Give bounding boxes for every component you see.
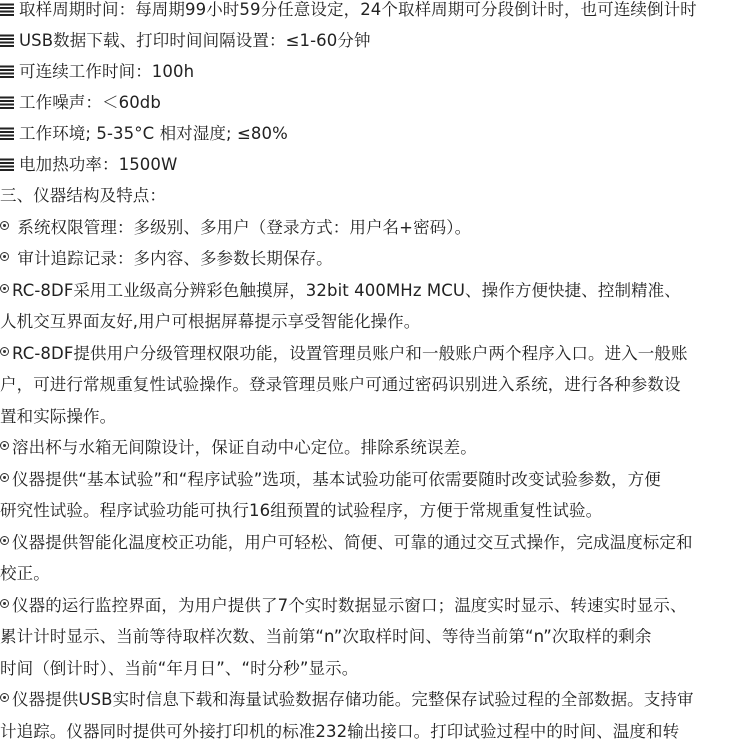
feature-text: RC-8DF提供用户分级管理权限功能，设置管理员账户和一般账户两个程序入口。进入一般账	[12, 344, 688, 363]
feature-text: 审计追踪记录：多内容、多参数长期保存。	[12, 249, 333, 268]
ring-bullet-icon	[0, 693, 9, 702]
feature-text: 系统权限管理：多级别、多用户（登录方式：用户名+密码）。	[12, 218, 472, 237]
ring-bullet-icon	[0, 221, 9, 230]
feature-line-6	[0, 464, 750, 495]
feature-line-2	[0, 243, 750, 274]
square-bullet-icon	[0, 95, 14, 109]
spec-text: USB数据下载、打印时间间隔设置：≤1-60分钟	[19, 31, 371, 50]
feature-line-3-cont: 人机交互界面友好,用户可根据屏幕提示享受智能化操作。	[0, 312, 421, 331]
ring-bullet-icon	[0, 473, 9, 482]
feature-line-4-cont2: 置和实际操作。	[0, 407, 117, 426]
spec-line-3	[0, 56, 750, 87]
feature-line-3	[0, 275, 750, 306]
spec-line-4	[0, 87, 750, 118]
feature-text: 溶出杯与水箱无间隙设计，保证自动中心定位。排除系统误差。	[12, 438, 477, 457]
spec-text: 工作噪声：＜60db	[19, 93, 161, 112]
feature-line-4	[0, 338, 750, 369]
feature-line-5	[0, 432, 750, 463]
square-bullet-icon	[0, 157, 14, 171]
feature-text: 仪器提供USB实时信息下载和海量试验数据存储功能。完整保存试验过程的全部数据。支持审	[12, 690, 694, 709]
square-bullet-icon	[0, 126, 14, 140]
ring-bullet-icon	[0, 284, 9, 293]
feature-text: 仪器的运行监控界面，为用户提供了7个实时数据显示窗口；温度实时显示、转速实时显示、	[12, 596, 687, 615]
spec-line-2	[0, 25, 750, 56]
spec-line-6	[0, 149, 750, 180]
feature-line-8	[0, 590, 750, 621]
spec-text: 可连续工作时间：100h	[19, 62, 195, 81]
ring-bullet-icon	[0, 347, 9, 356]
ring-bullet-icon	[0, 599, 9, 608]
feature-line-7	[0, 527, 750, 558]
ring-bullet-icon	[0, 252, 9, 261]
feature-line-9	[0, 684, 750, 715]
feature-line-8-cont2: 时间（倒计时）、当前“年月日”、“时分秒”显示。	[0, 659, 359, 678]
square-bullet-icon	[0, 33, 14, 47]
feature-line-1	[0, 212, 750, 243]
spec-text: 工作环境; 5-35°C 相对湿度; ≤80%	[19, 124, 288, 143]
feature-line-7-cont: 校正。	[0, 564, 50, 583]
square-bullet-icon	[0, 2, 14, 16]
square-bullet-icon	[0, 64, 14, 78]
feature-text: 仪器提供智能化温度校正功能，用户可轻松、简便、可靠的通过交互式操作，完成温度标定和	[12, 533, 693, 552]
feature-text: 仪器提供“基本试验”和“程序试验”选项，基本试验功能可依需要随时改变试验参数，方便	[12, 470, 661, 489]
ring-bullet-icon	[0, 536, 9, 545]
feature-text: RC-8DF采用工业级高分辨彩色触摸屏，32bit 400MHz MCU、操作方便快捷、控制精准、	[12, 281, 681, 300]
ring-bullet-icon	[0, 441, 9, 450]
feature-line-6-cont: 研究性试验。程序试验功能可执行16组预置的试验程序，方便于常规重复性试验。	[0, 501, 603, 520]
spec-text: 取样周期时间：每周期99小时59分任意设定，24个取样周期可分段倒计时，也可连续倒计时	[19, 0, 697, 19]
feature-line-4-cont: 户，可进行常规重复性试验操作。登录管理员账户可通过密码识别进入系统，进行各种参数设	[0, 375, 681, 394]
feature-line-8-cont: 累计计时显示、当前等待取样次数、当前第“n”次取样时间、等待当前第“n”次取样的剩余	[0, 627, 652, 646]
spec-line-5	[0, 118, 750, 149]
spec-line-1	[0, 0, 750, 25]
spec-text: 电加热功率：1500W	[19, 155, 178, 174]
section-heading: 三、仪器结构及特点：	[0, 186, 166, 205]
feature-line-9-cont: 计追踪。仪器同时提供可外接打印机的标准232输出接口。打印试验过程中的时间、温度和转	[0, 722, 680, 741]
